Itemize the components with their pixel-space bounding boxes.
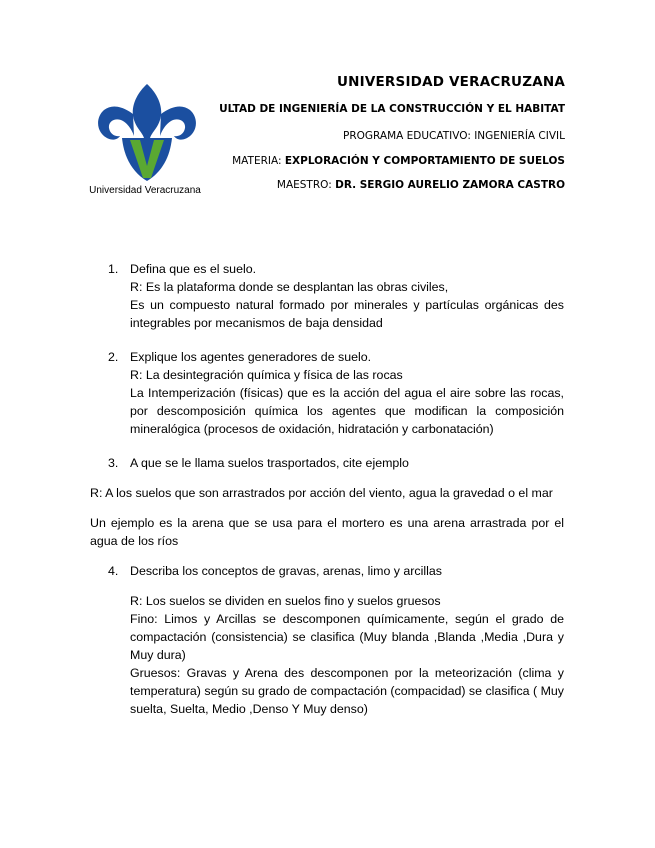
question-1 [90, 260, 564, 332]
question-text: Explique los agentes generadores de suelo. [130, 350, 372, 364]
question-text: A que se le llama suelos trasportados, cite ejemplo [130, 456, 409, 470]
teacher-value: DR. SERGIO AURELIO ZAMORA CASTRO [335, 179, 565, 191]
question-number: 1. [108, 262, 119, 276]
subject-label: MATERIA: [232, 155, 282, 167]
logo-caption: Universidad Veracruzana [89, 185, 201, 196]
faculty-title: ULTAD DE INGENIERÍA DE LA CONSTRUCCIÓN Y EL HABITAT [219, 103, 565, 115]
university-title: UNIVERSIDAD VERACRUZANA [336, 74, 565, 90]
program-line: PROGRAMA EDUCATIVO: INGENIERÍA CIVIL [342, 130, 565, 142]
question-text: Describa los conceptos de gravas, arenas, limo y arcillas [130, 564, 442, 578]
answer-line: R: Los suelos se dividen en suelos fino y suelos gruesos [130, 594, 441, 608]
answer-line: Fino: Limos y Arcillas se descomponen químicamente, según el grado de compactación (consistencia) se clasifica (Muy blanda ,Blanda ,Media ,Dura y Muy dura) [130, 612, 564, 662]
answer-3-example: Un ejemplo es la arena que se usa para el mortero es una arena arrastrada por el agua de los ríos [90, 516, 564, 548]
answer-line: La Intemperización (físicas) que es la acción del agua el aire sobre las rocas, por descomposición química los agentes que modifican la composición mineralógica (procesos de oxidación, hidratación y carbonatación) [130, 386, 564, 436]
teacher-line [277, 179, 565, 191]
answer-line: R: Es la plataforma donde se desplantan las obras civiles, [130, 280, 449, 294]
answer-3-paragraph: R: A los suelos que son arrastrados por acción del viento, agua la gravedad o el mar [90, 486, 553, 500]
answer-line: Gruesos: Gravas y Arena des descomponen por la meteorización (clima y temperatura) según su grado de compactación (compacidad) se clasifica ( Muy suelta, Suelta, Medio ,Denso Y Muy denso) [130, 666, 564, 716]
answer-line: Es un compuesto natural formado por minerales y partículas orgánicas des integrables por mecanismos de baja densidad [130, 298, 564, 330]
question-number: 4. [108, 564, 119, 578]
answer-line: R: La desintegración química y física de las rocas [130, 368, 403, 382]
subject-value: EXPLORACIÓN Y COMPORTAMIENTO DE SUELOS [284, 155, 565, 167]
question-number: 3. [108, 456, 119, 470]
teacher-label: MAESTRO: [276, 179, 332, 191]
question-2 [90, 348, 564, 438]
document-body [90, 260, 564, 718]
subject-line [232, 155, 565, 167]
question-3 [90, 454, 564, 472]
question-text: Defina que es el suelo. [130, 262, 257, 276]
question-number: 2. [108, 350, 119, 364]
university-logo [86, 80, 208, 202]
question-4 [90, 562, 564, 718]
